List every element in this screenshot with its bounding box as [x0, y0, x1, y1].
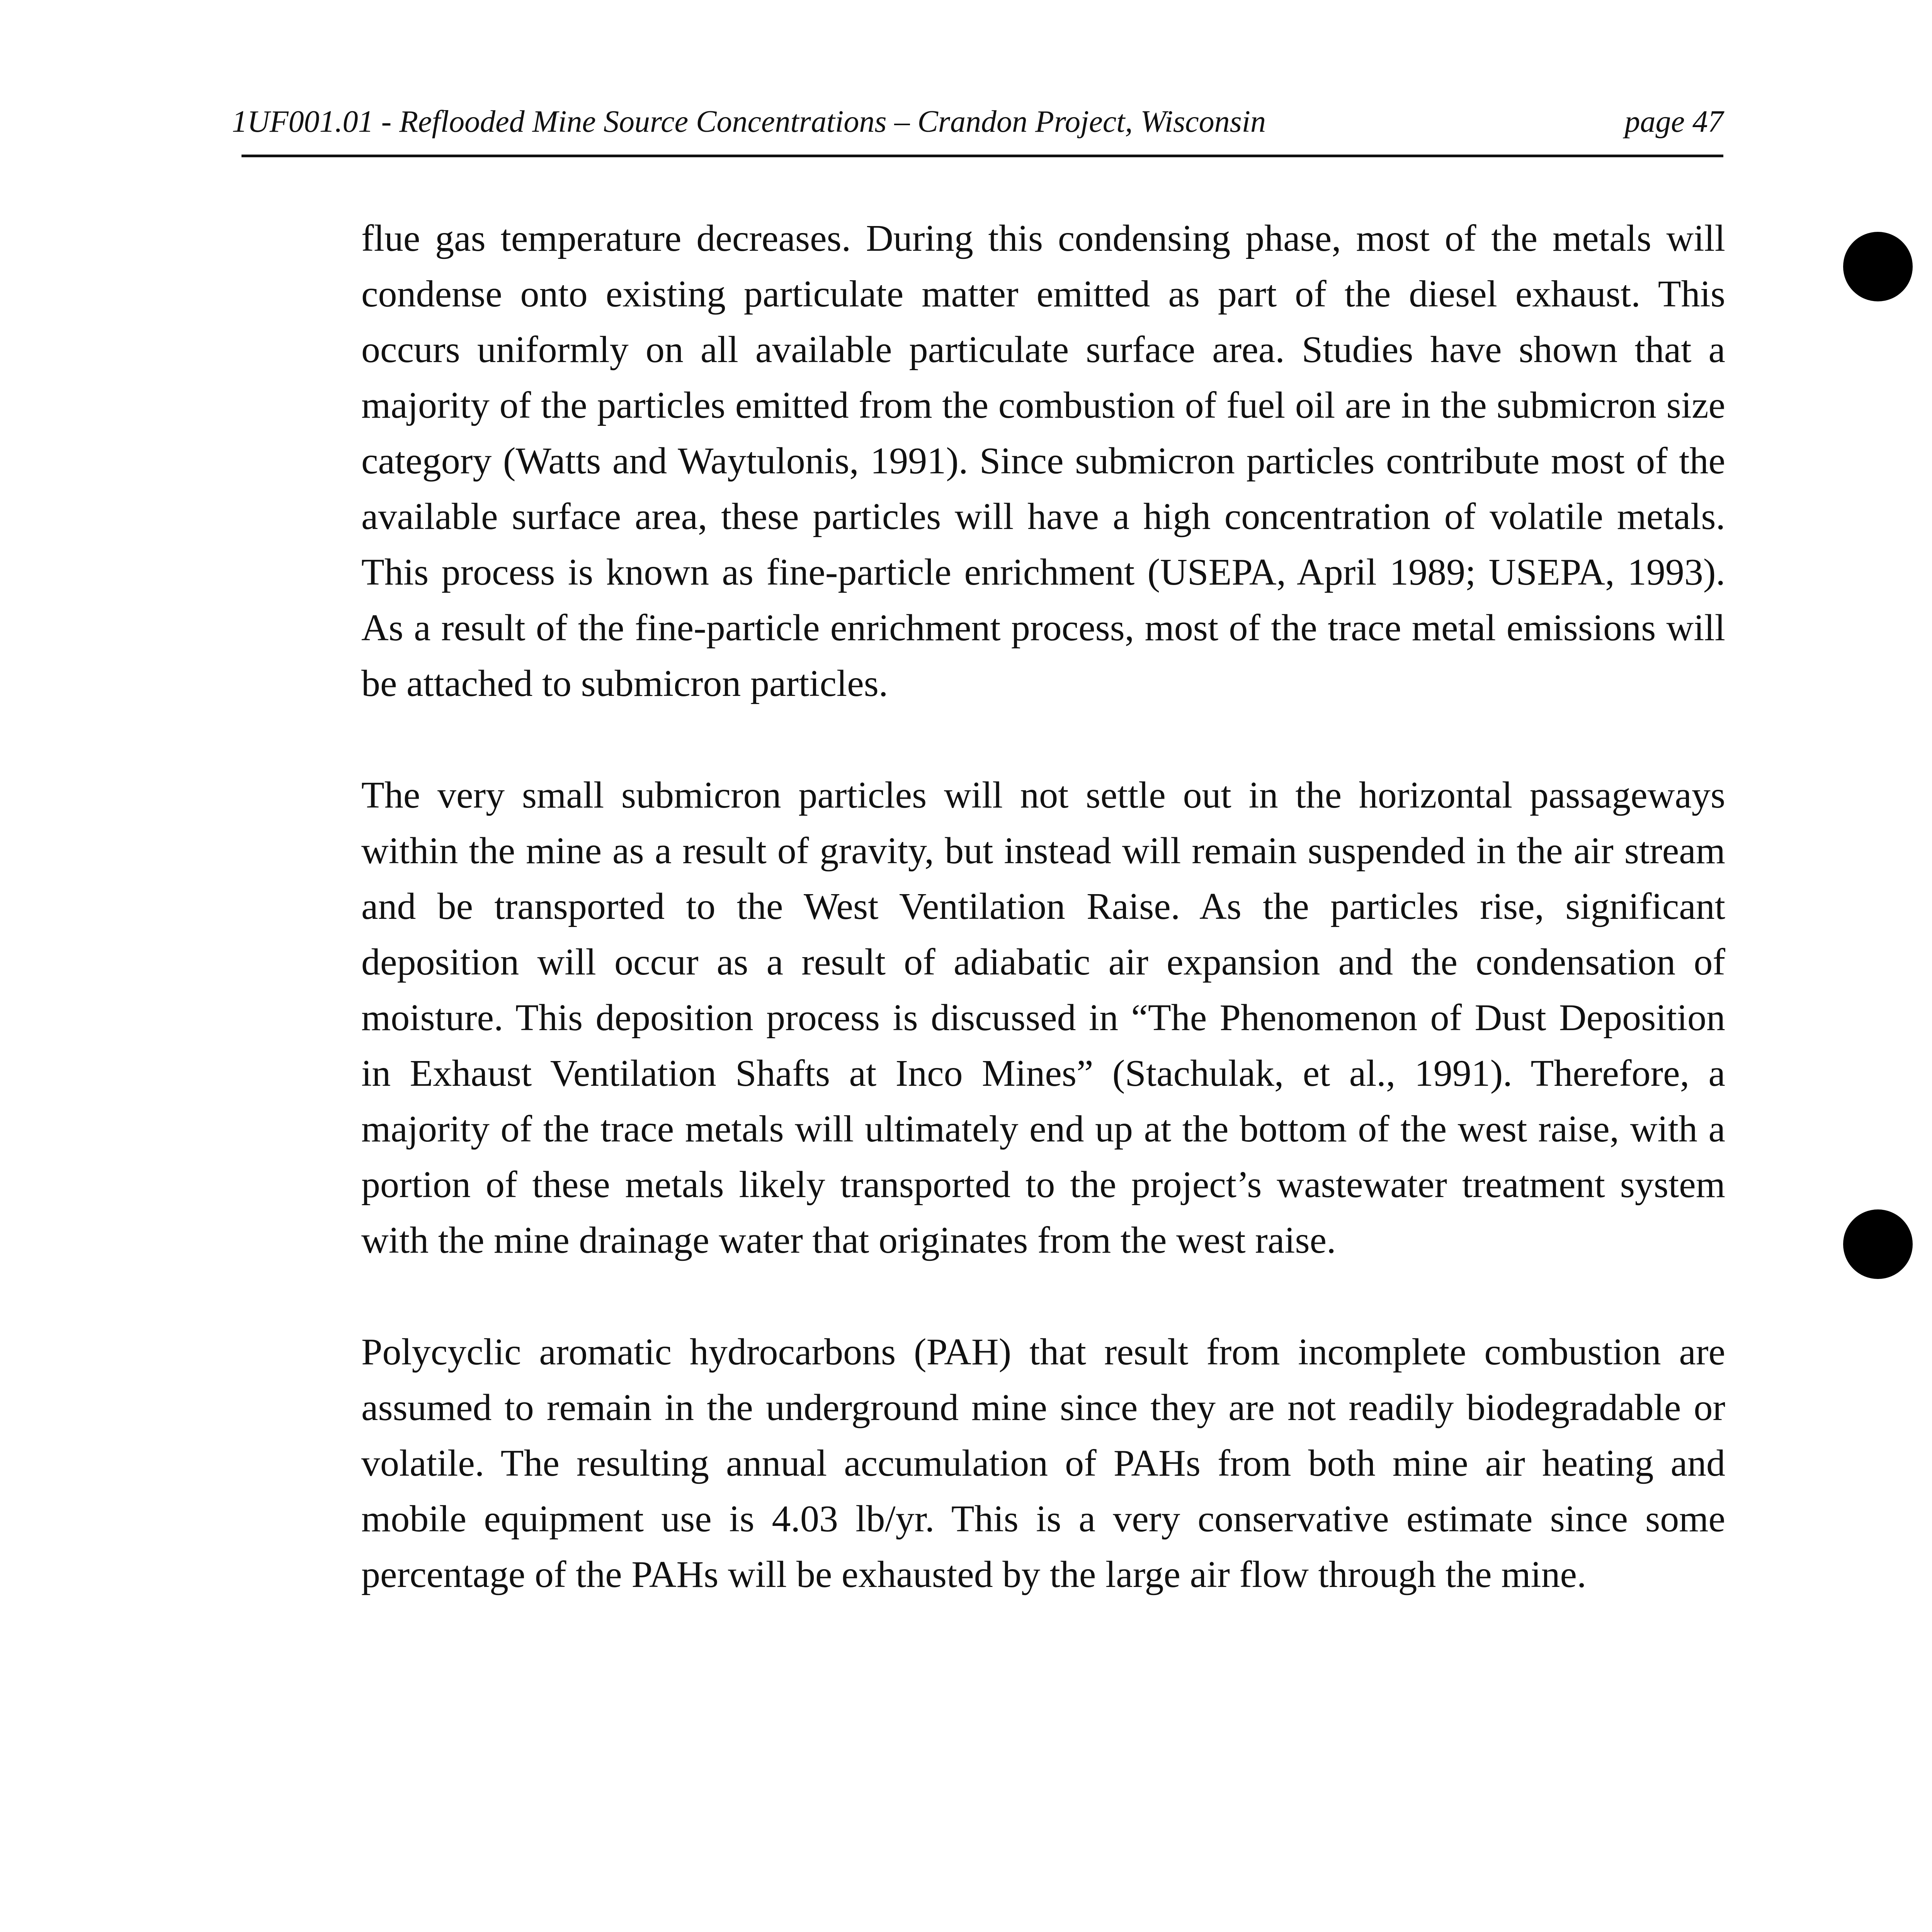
paragraph-dust-deposition: The very small submicron particles will not settle out in the horizontal passageways within the mine as a result of gravity, but instead will remain suspended in the air stream and be transported to the West Ventilation Raise. As the particles rise, significant deposition will occur as a result of adiabatic air expansion and the condensation of moisture. This deposition process is discussed in “The Phenomenon of Dust Deposition in Exhaust Ventilation Shafts at Inco Mines” (Stachulak, et al., 1991). Therefore, a majority of the trace metals will ultimately end up at the bottom of the west raise, with a portion of these metals likely transported to the project’s wastewater treatment system with the mine drainage water that originates from the west raise. — [361, 774, 1725, 1261]
body-text — [361, 211, 1725, 1658]
binder-hole-top — [1843, 232, 1913, 301]
header-divider — [242, 155, 1723, 157]
paragraph-fine-particle-enrichment: flue gas temperature decreases. During this condensing phase, most of the metals will condense onto existing particulate matter emitted as part of the diesel exhaust. This occurs uniformly on all available particulate surface area. Studies have shown that a majority of the particles emitted from the combustion of fuel oil are in the submicron size category (Watts and Waytulonis, 1991). Since submicron particles contribute most of the available surface area, these particles will have a high concentration of volatile metals. This process is known as fine-particle enrichment (USEPA, April 1989; USEPA, 1993). As a result of the fine-particle enrichment process, most of the trace metal emissions will be attached to submicron particles. — [361, 218, 1725, 704]
running-header-page-number: page 47 — [1624, 105, 1723, 139]
paragraph-pah-accumulation: Polycyclic aromatic hydrocarbons (PAH) that result from incomplete combustion are assumed to remain in the underground mine since they are not readily biodegradable or volatile. The resulting annual accumulation of PAHs from both mine air heating and mobile equipment use is 4.03 lb/yr. This is a very conservative estimate since some percentage of the PAHs will be exhausted by the large air flow through the mine. — [361, 1331, 1725, 1595]
running-header-title: 1UF001.01 - Reflooded Mine Source Concentrations – Crandon Project, Wisconsin — [232, 105, 1266, 139]
binder-hole-middle — [1843, 1209, 1913, 1279]
